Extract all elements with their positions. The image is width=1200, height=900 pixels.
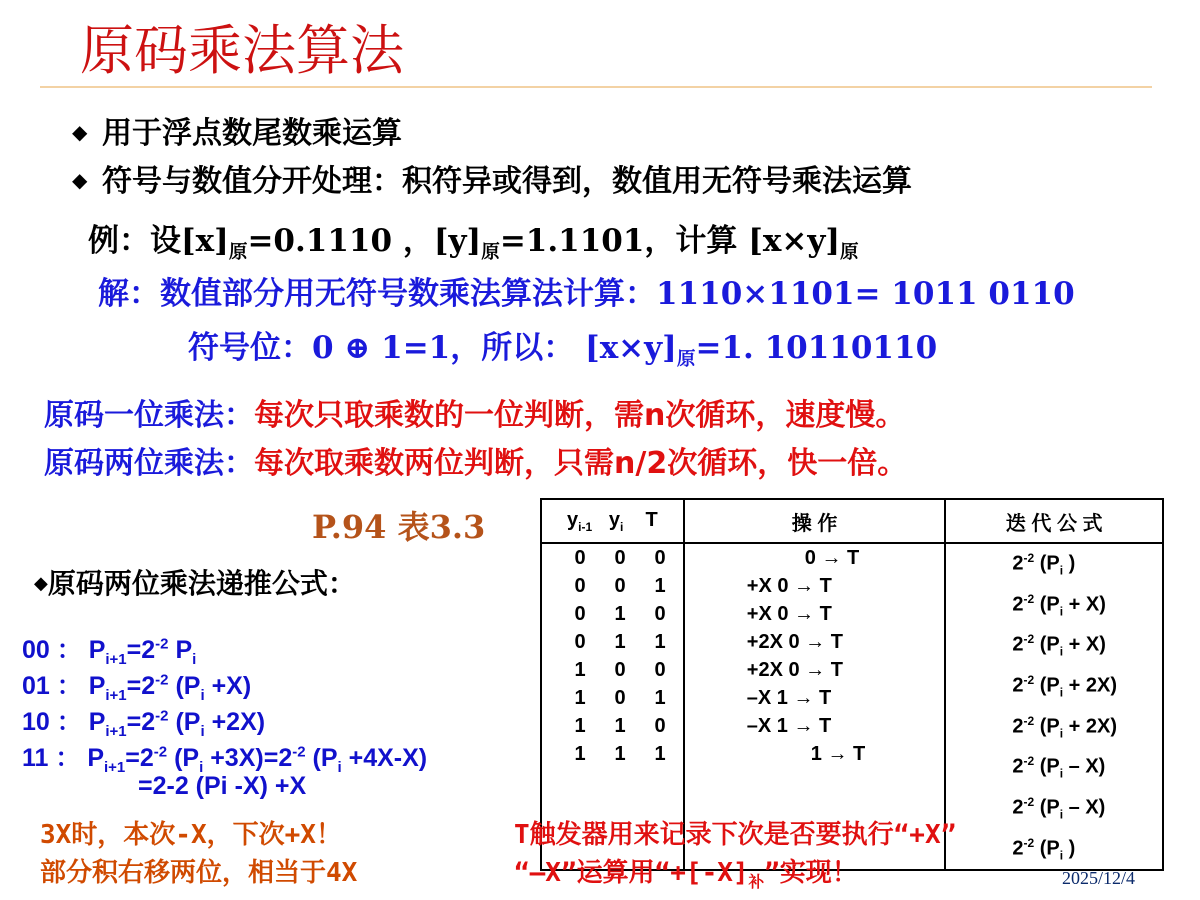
recursion-heading	[34, 562, 356, 602]
bullet-1-text: 用于浮点数尾数乘运算	[102, 116, 402, 151]
op-cell: +2X 0 → T	[746, 631, 843, 653]
op-cell: 0 → T	[804, 547, 860, 569]
formula-11: 11 ： $P_{i+1}=2^{-2}$ $(P_i +3X)=2^{-2}$ $(P_i +4X-X)$	[22, 743, 428, 776]
formula-01: 01 ： $P_{i+1}=2^{-2}$ $(P_i +X)$	[22, 671, 252, 704]
solution-line-2-a: 符号位：0 ⊕ 1=1，所以： [x×y]	[188, 330, 677, 366]
example-sub-3: 原	[840, 242, 859, 264]
note-minus-x-b: ”实现！	[764, 858, 858, 888]
method-one-bit-desc: 每次只取乘数的一位判断，需n次循环，速度慢。	[254, 398, 906, 433]
solution-line-1: 解：数值部分用无符号数乘法算法计算：1110×1101= 1011 0110	[98, 276, 1075, 312]
header-t: T	[645, 508, 658, 531]
note-minus-x-a: “–X”运算用“+[-X]	[514, 858, 749, 888]
header-operation: 操 作	[684, 499, 946, 543]
op-cell: +2X 0 → T	[746, 659, 843, 681]
note-minus-x	[514, 852, 858, 892]
recursion-heading-text: 原码两位乘法递推公式：	[47, 567, 356, 600]
op-cell: +X 0 → T	[746, 575, 832, 597]
header-yi1-sub: i-1	[578, 519, 593, 534]
method-two-bit-desc: 每次取乘数两位判断，只需n/2次循环，快一倍。	[254, 446, 908, 481]
op-cell: –X 1 → T	[746, 715, 832, 737]
method-two-bit	[44, 438, 907, 482]
solution-line-2-sub: 原	[676, 349, 696, 371]
solution-line-2	[188, 322, 937, 371]
example-line	[88, 215, 859, 264]
note-minus-x-sub: 补	[748, 873, 765, 892]
note-shift: 部分积右移两位，相当于4X	[40, 858, 358, 888]
note-t-flipflop: T触发器用来记录下次是否要执行“+X”	[514, 820, 957, 850]
formula-cell: $2^{-2}$ ($P_i$ )	[1012, 551, 1076, 578]
formula-cell: $2^{-2}$ $(P_i + 2X)$	[1012, 672, 1118, 700]
table-row: 1 1 0	[574, 715, 666, 737]
header-formula: 迭 代 公 式	[945, 499, 1163, 543]
formula-cell: $2^{-2}$ ($P_i$ )	[1012, 835, 1076, 863]
example-sub-2: 原	[481, 242, 500, 264]
op-cell: 1 → T	[810, 743, 866, 765]
example-mid-2: =1.1101，计算 [x×y]	[499, 223, 841, 259]
formula-cell: $2^{-2}$ $(P_i + X)$	[1012, 632, 1106, 659]
formula-10: 10 ： $P_{i+1}=2^{-2}$ $(P_i +2X)$	[22, 707, 266, 740]
diamond-bullet-icon: ◆	[72, 168, 88, 192]
formula-11-cont: =2-2 (Pi -X) +X	[138, 772, 307, 800]
op-cell: +X 0 → T	[746, 603, 832, 625]
header-yi: y	[608, 508, 620, 531]
formula-cell: $2^{-2}$ $(P_i + 2X)$	[1012, 713, 1118, 741]
formula-00: 00 ： $P_{i+1}=2^{-2}$ $P_i$	[22, 635, 197, 668]
header-yi1: y	[567, 508, 579, 531]
table-row: 0 0 0	[574, 547, 666, 569]
formula-01-prefix: 01 ： P	[22, 672, 106, 700]
formula-cell: $2^{-2}$ $(P_i + X)$	[1012, 591, 1106, 619]
formula-11-prefix: 11 ： P	[22, 744, 104, 772]
table-reference: P.94 表3.3	[312, 508, 486, 546]
table-row: 0 1 0	[574, 603, 666, 625]
example-mid-1: =0.1110 ，[y]	[247, 223, 482, 259]
table-row: 1 1 1	[574, 743, 666, 765]
note-3x: 3X时，本次-X，下次+X！	[40, 820, 342, 850]
bullet-2	[72, 156, 912, 200]
op-cell: –X 1 → T	[746, 687, 832, 709]
table-row: 1 0 1	[574, 687, 666, 709]
example-sub-1: 原	[228, 242, 248, 264]
table-row: 0 1 1	[574, 631, 666, 653]
method-two-bit-name: 原码两位乘法：	[44, 446, 254, 481]
method-one-bit	[44, 390, 905, 434]
table-header-row	[541, 499, 1163, 543]
solution-line-2-b: =1. 10110110	[695, 330, 938, 366]
formula-10-prefix: 10 ： P	[22, 708, 106, 736]
diamond-bullet-icon: ◆	[72, 120, 88, 144]
formula-00-prefix: 00 ： P	[22, 636, 106, 664]
diamond-bullet-icon: ◆	[34, 573, 48, 594]
formula-cell: $2^{-2}$ $(P_i - X)$	[1012, 754, 1106, 781]
header-bits	[541, 499, 684, 543]
method-one-bit-name: 原码一位乘法：	[44, 398, 254, 433]
example-prefix: 例：设[x]	[88, 223, 229, 259]
table-row: 0 0 1	[574, 575, 666, 597]
slide-date: 2025/12/4	[1062, 868, 1136, 888]
title-divider	[40, 86, 1152, 88]
header-yi-sub: i	[619, 519, 624, 534]
bullet-1	[72, 108, 402, 152]
table-row: 1 0 0	[574, 659, 666, 681]
formula-column	[945, 543, 1163, 870]
bullet-2-text: 符号与数值分开处理：积符异或得到，数值用无符号乘法运算	[102, 164, 912, 199]
slide-title: 原码乘法算法	[80, 19, 404, 82]
formula-cell: $2^{-2}$ $(P_i - X)$	[1012, 794, 1106, 822]
